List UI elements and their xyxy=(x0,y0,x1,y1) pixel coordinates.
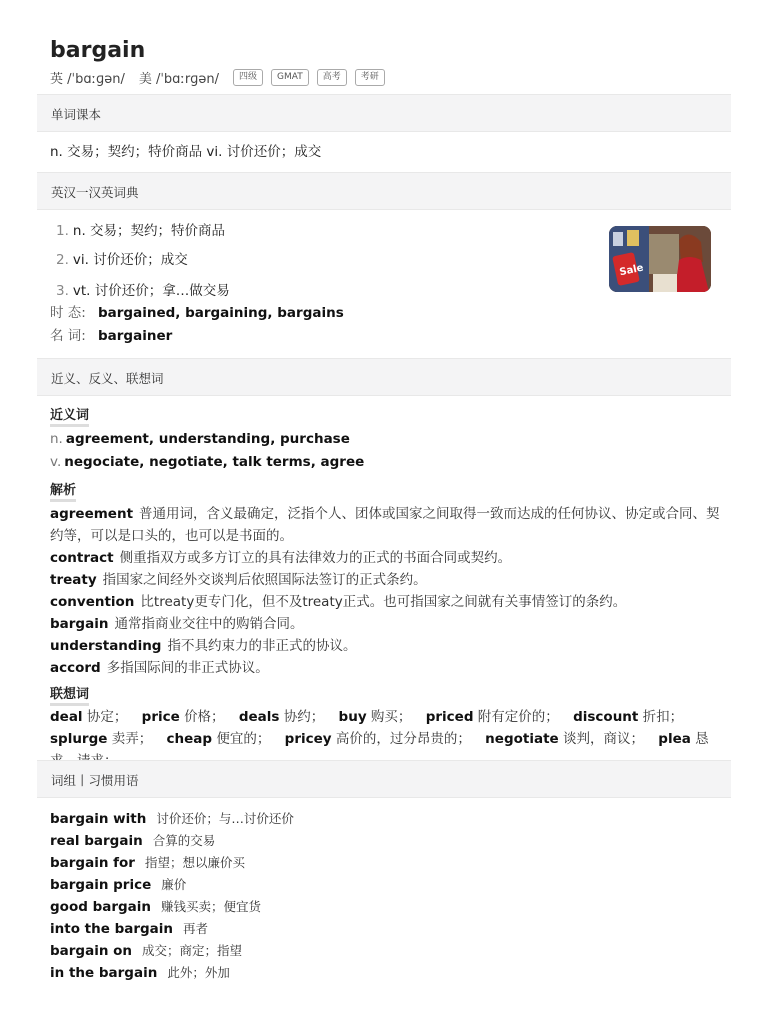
association-item xyxy=(573,709,683,725)
analysis-word[interactable]: contract xyxy=(50,550,114,566)
phrase-row xyxy=(50,962,230,984)
exam-tag: 考研 xyxy=(355,69,385,86)
definition-text: vi. 讨价还价；成交 xyxy=(72,252,188,268)
analysis-word[interactable]: convention xyxy=(50,594,135,610)
association-text: 协定； xyxy=(86,709,128,725)
association-word[interactable]: price xyxy=(141,709,180,725)
phrase-zh: 讨价还价；与…讨价还价 xyxy=(156,811,294,826)
exam-tag: GMAT xyxy=(271,69,309,86)
association-item xyxy=(50,709,127,725)
association-word[interactable]: plea xyxy=(658,731,691,747)
analysis-text: 通常指商业交往中的购销合同。 xyxy=(114,616,304,632)
definition-number: 3. xyxy=(56,283,69,299)
phrase-zh: 成交；商定；指望 xyxy=(142,943,243,958)
analysis-item xyxy=(50,635,720,657)
analysis-text: 比treaty更专门化，但不及treaty正式。也可指国家之间就有关事情签订的条约。 xyxy=(140,594,627,610)
us-phonetic[interactable]: 美 /ˈbɑːrɡən/ xyxy=(138,71,220,87)
phrase-row xyxy=(50,874,186,896)
association-word[interactable]: deals xyxy=(238,709,280,725)
phrase-zh: 再者 xyxy=(183,921,209,936)
phrase-row xyxy=(50,808,294,830)
association-word[interactable]: priced xyxy=(425,709,474,725)
word-form-row xyxy=(50,326,172,346)
synonyms-title: 近义词 xyxy=(50,408,89,427)
phrase-zh: 此外；外加 xyxy=(167,965,230,980)
association-word[interactable]: discount xyxy=(573,709,639,725)
association-text: 谈判，商议； xyxy=(562,731,644,747)
definition-number: 2. xyxy=(56,252,69,268)
association-item xyxy=(239,709,324,725)
headword: bargain xyxy=(50,38,146,63)
association-word[interactable]: cheap xyxy=(166,731,213,747)
phrase-row xyxy=(50,918,208,940)
analysis-text: 侧重指双方或多方订立的具有法律效力的正式的书面合同或契约。 xyxy=(119,550,512,566)
analysis-item xyxy=(50,547,720,569)
analysis-text: 指国家之间经外交谈判后依照国际法签订的正式条约。 xyxy=(102,572,427,588)
analysis-title: 解析 xyxy=(50,483,76,502)
association-item xyxy=(167,731,271,747)
section-header-synonyms[interactable] xyxy=(37,358,731,396)
association-item xyxy=(426,709,559,725)
analysis-word[interactable]: agreement xyxy=(50,506,134,522)
shopping-photo-icon xyxy=(609,226,711,292)
analysis-word[interactable]: accord xyxy=(50,660,101,676)
word-form-value[interactable]: bargained, bargaining, bargains xyxy=(98,305,344,321)
analysis-text: 指不具约束力的非正式的协议。 xyxy=(167,638,357,654)
word-form-label: 时 态: xyxy=(50,305,86,321)
word-illustration-image[interactable] xyxy=(609,226,711,292)
association-text: 便宜的； xyxy=(216,731,271,747)
association-text: 卖弄； xyxy=(111,731,153,747)
exam-tag: 四级 xyxy=(233,69,263,86)
synonym-words[interactable]: negociate, negotiate, talk terms, agree xyxy=(64,454,365,470)
section-header-textbook[interactable] xyxy=(37,94,731,132)
phrase-zh: 指望；想以廉价买 xyxy=(144,855,245,870)
uk-phonetic[interactable]: 英 /ˈbɑːɡən/ xyxy=(50,71,125,87)
word-form-value[interactable]: bargainer xyxy=(98,328,173,344)
association-item xyxy=(142,709,225,725)
section-title: 英汉一汉英词典 xyxy=(51,185,139,200)
phrase-en[interactable]: real bargain xyxy=(50,833,143,849)
analysis-word[interactable]: understanding xyxy=(50,638,162,654)
word-form-row xyxy=(50,303,344,323)
association-word[interactable]: pricey xyxy=(284,731,332,747)
definition-text: vt. 讨价还价；拿…做交易 xyxy=(72,283,230,299)
analysis-text: 多指国际间的非正式协议。 xyxy=(106,660,269,676)
association-word[interactable]: splurge xyxy=(50,731,108,747)
association-text: 折扣； xyxy=(642,709,684,725)
association-text: 附有定价的； xyxy=(477,709,559,725)
definition-text: n. 交易；契约；特价商品 xyxy=(72,223,226,239)
association-word[interactable]: buy xyxy=(338,709,367,725)
section-title: 单词课本 xyxy=(51,107,102,122)
phrase-zh: 廉价 xyxy=(161,877,187,892)
association-text: 价格； xyxy=(184,709,225,725)
phrase-row xyxy=(50,896,261,918)
synonym-words[interactable]: agreement, understanding, purchase xyxy=(65,431,350,447)
synonym-row-noun xyxy=(50,429,350,449)
associations-title: 联想词 xyxy=(50,687,89,706)
phonetics-row xyxy=(50,67,393,87)
analysis-text: 普通用词，含义最确定，泛指个人、团体或国家之间取得一致而达成的任何协议、协定或合同、契约等，可以是口头的，也可以是书面的。 xyxy=(50,506,720,544)
phrase-row xyxy=(50,940,242,962)
textbook-definition: n. 交易；契约；特价商品 vi. 讨价还价；成交 xyxy=(50,144,322,160)
definition-number: 1. xyxy=(56,223,69,239)
section-title: 词组丨习惯用语 xyxy=(51,773,139,788)
analysis-item xyxy=(50,657,720,679)
section-header-dictionary[interactable] xyxy=(37,172,731,210)
phrase-en[interactable]: bargain for xyxy=(50,855,135,871)
phrase-zh: 合算的交易 xyxy=(152,833,216,848)
synonym-row-verb xyxy=(50,452,364,472)
phrase-en[interactable]: into the bargain xyxy=(50,921,174,937)
analysis-item xyxy=(50,503,720,547)
definition-item xyxy=(56,221,225,241)
analysis-item xyxy=(50,569,720,591)
association-text: 购买； xyxy=(370,709,412,725)
association-text: 恳 xyxy=(695,731,709,747)
phrase-row xyxy=(50,852,245,874)
svg-text:Sale: Sale xyxy=(618,262,645,279)
phrase-en[interactable]: bargain price xyxy=(50,877,152,893)
section-header-phrases[interactable] xyxy=(37,760,731,798)
association-word[interactable]: deal xyxy=(50,709,83,725)
association-item xyxy=(50,731,152,747)
pos-label: v. xyxy=(50,454,62,470)
phrase-en[interactable]: bargain on xyxy=(50,943,133,959)
word-form-label: 名 词: xyxy=(50,328,86,344)
analysis-item xyxy=(50,591,720,613)
association-word[interactable]: negotiate xyxy=(485,731,559,747)
pos-label: n. xyxy=(50,431,63,447)
association-item xyxy=(285,731,471,747)
phrase-en[interactable]: in the bargain xyxy=(50,965,158,981)
definition-item xyxy=(56,250,188,270)
phrase-en[interactable]: good bargain xyxy=(50,899,152,915)
association-item xyxy=(485,731,644,747)
association-item xyxy=(339,709,412,725)
analysis-item xyxy=(50,613,720,635)
analysis-word[interactable]: bargain xyxy=(50,616,109,632)
section-title: 近义、反义、联想词 xyxy=(51,371,164,386)
phrase-row xyxy=(50,830,215,852)
association-text: 高价的，过分昂贵的； xyxy=(335,731,471,747)
definition-item xyxy=(56,281,230,301)
exam-tag: 高考 xyxy=(317,69,347,86)
analysis-list xyxy=(50,503,720,679)
analysis-word[interactable]: treaty xyxy=(50,572,97,588)
phrase-zh: 赚钱买卖；便宜货 xyxy=(161,899,262,914)
phrase-en[interactable]: bargain with xyxy=(50,811,147,827)
association-text: 协约； xyxy=(283,709,325,725)
